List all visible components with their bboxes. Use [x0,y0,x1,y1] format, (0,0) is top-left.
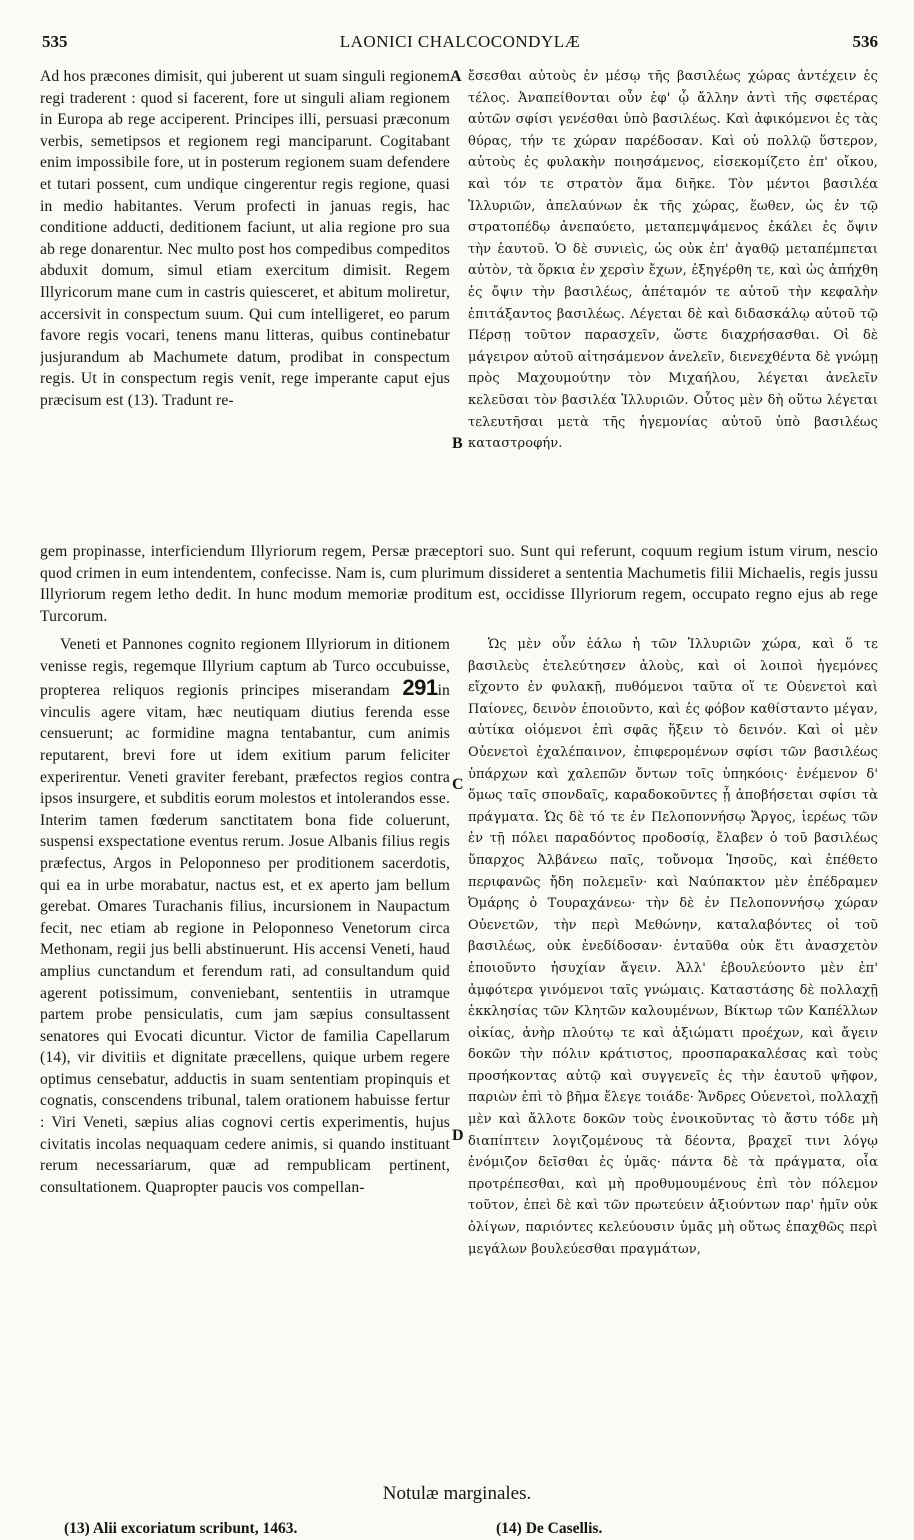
page-number-right: 536 [852,32,878,51]
notulae-heading: Notulæ marginales. [382,1483,532,1504]
running-title: LAONICI CHALCOCONDYLÆ [339,32,581,51]
page-number-left: 535 [42,32,68,51]
latin-paragraph: Ad hos præcones dimisit, qui juberent ut suam singuli regionem regi traderent : quod si facerent, fore ut singuli aliam regionem in Europa ab rege acciperent. Principes illi, persuasi præconum verbis, semetipsos et regionem regi manciparunt. Cogitabant enim impossibile fore, ut in posterum regionem suam defendere et tutari possent, cum undique cingerentur regis regione, quasi in medio habitantes. Verum profecti in januas regis, hac conditione adducti, deditionem faciunt, ut alia regione pro sua ab rege donarentur. Nec multo post hos compedibus compeditos abduxit domum, simul etiam exercitum dimisit. Regem Illyricorum mane cum in castris quiesceret, et abitum moliretur, accersivit in conspectum suum. Qui cum intelligeret, eo parum favore regis vocari, tenens manu litteras, quibus continebatur jusjurandum ab Machumete datum, prodibat in conspectum regis. Ut in conspectum regis venit, rege imperante caput ejus præcisum est (13). Tradunt re- [40,68,450,409]
inline-page-number: 291 [402,675,438,701]
footnote-14: (14) De Casellis. [496,1520,603,1537]
running-head [42,32,878,58]
greek-paragraph: Ὡς μὲν οὖν ἑάλω ἡ τῶν Ἰλλυριῶν χώρα, καὶ ὅ τε βασιλεὺς ἐτελεύτησεν ἁλοὺς, καὶ οἱ λοιποὶ ἡγεμόνες εἴχοντο ἐν φυλακῇ, πυθόμενοι ταῦτα οἵ τε Οὐενετοὶ καὶ Παίονες, δεινὸν ἐποιοῦντο, καὶ ἐς φόβον καθίσταντο μέγαν, αὐτίκα οἰόμενοι ἐπὶ σφᾶς ἥξειν τὸ δεινόν. Καὶ οἱ μὲν Οὐενετοὶ ἐχαλέπαινον, ἐπιφερομένων σφίσι τῶν βασιλέως ὑπάρχων καὶ χαλεπῶν ὄντων τοῖς ὑπηκόοις· ἐνέμενον δ' ὅμως ταῖς σπονδαῖς, καραδοκοῦντες ᾗ ἀποβήσεται σφίσι τὰ πράγματα. Ὡς δὲ τό τε ἐν Πελοποννήσῳ Ἄργος, ἱερέως τῶν ἐν τῇ πόλει παραδόντος προδοσίᾳ, ἔλαβεν ὁ τοῦ βασιλέως ὕπαρχος Ἀλβάνεω παῖς, τοὔνομα Ἰησοῦς, καὶ ἐπέθετο περιφανῶς ἤδη πολεμεῖν· καὶ Ναύπακτον μὲν ἐπέδραμεν Ὀμάρης ὁ Τουραχάνεω· τὴν δὲ ἐν Πελοποννήσῳ χώραν Οὐενετῶν, τὴν περὶ Μεθώνην, καταλαβόντες οἱ τοῦ βασιλέως, οὐκ ἐνεδίδοσαν· ἐνταῦθα οὐκ ἔτι ἀνασχετὸν ἐποιοῦντο ἡσυχίαν ἄγειν. Ἀλλ' ἐβουλεύοντο μὲν ἐπ' ἀμφότερα γινόμενοι ταῖς γνώμαις. Καταστάσης δὲ πολλαχῇ ἐκκλησίας τῶν Κλητῶν καλουμένων, Βίκτωρ τῶν Καπέλλων οἰκίας, ἀνὴρ πλούτῳ τε καὶ ἀξιώματι προέχων, καὶ ἄγειν δοκῶν τὴν πόλιν κράτιστος, προσπαρακαλέσας καὶ τοὺς προσήκοντας αὐτῷ καὶ συγγενεῖς ἐς τὴν ἑαυτοῦ ψῆφον, παριὼν ἐπὶ τὸ βῆμα ἔλεγε τοιάδε· Ἄνδρες Οὐενετοὶ, πολλαχῇ μὲν καὶ ἄλλοτε δοκῶν τοὺς ἐνοικοῦντας τὸ ἄστυ τόδε μὴ διαπίπτειν λογιζομένους τὰ δέοντα, βραχεῖ τινι λόγῳ ἐνόμιζον δεῖσθαι ἐς ὑμᾶς· πάντα δὲ τὰ πράγματα, οἷα προτρέπεσθαι, καὶ μὴ προθυμουμένους ἐπὶ τὸν πόλεμον τοῦτον, ἐπεὶ δὲ καὶ τῶν πρωτεύειν ἀξιούντων παρ' ἡμῖν οὐκ ὀλίγων, παριόντες κελεύουσιν ὑμᾶς μὴ οὕτως ἐπαχθῶς περὶ μεγάλων βουλεύεσθαι πραγμάτων, [468,637,878,1257]
section-marker-c: C [452,776,464,793]
greek-paragraph: ἔσεσθαι αὐτοὺς ἐν μέσῳ τῆς βασιλέως χώρας ἀντέχειν ἐς τέλος. Ἀναπείθονται οὖν ἐφ' ᾧ ἄλλην ἀντὶ τῆς σφετέρας αὐτῶν σφίσι γενέσθαι ὑπὸ βασιλέως. Καὶ ἀφικόμενοι ἐς τὰς θύρας, τήν τε χώραν παρέδοσαν. Καὶ οὐ πολλῷ ὕστερον, αὐτοὺς ἐς φυλακὴν ποιησάμενος, εἰσεκομίζετο ἐπ' οἴκου, καὶ τόν τε στρατὸν ἅμα διῆκε. Τὸν μέντοι βασιλέα Ἰλλυριῶν, ἀπελαύνων ἐκ τῆς χώρας, ἕωθεν, ὡς ἐν τῷ στρατοπέδῳ ἀνεπαύετο, μεταπεμψάμενος ἐκάλει ἐς ὄψιν τὴν ἑαυτοῦ. Ὁ δὲ συνιεὶς, ὡς οὐκ ἐπ' ἀγαθῷ μεταπέμπεται αὐτὸν, τὰ ὅρκια ἐν χερσὶν ἔχων, ἐξηγέρθη τε, καὶ ὡς ἀπήχθη ἐς ὄψιν τὴν βασιλέως, ἀπέταμόν τε αὐτοῦ τὴν κεφαλὴν ἐπιτάξαντος βασιλέως. Λέγεται δὲ καὶ διδασκάλῳ αὐτοῦ τῷ Πέρσῃ τοῦτον παρασχεῖν, ὥστε διαχρήσασθαι. Οἱ δὲ μάγειρον αὐτοῦ αἰτησάμενον ἀνελεῖν, διενεχθέντα δὲ γνώμῃ πρὸς Μαχουμούτην τὸν Μιχαήλου, λέγεται ἀνελεῖν κελεῦσαι τὸν βασιλέα Ἰλλυριῶν. Οὗτος μὲν δὴ οὕτω λέγεται τελευτῆσαι μετὰ τῆς ἡγεμονίας αὐτοῦ ὑπὸ βασιλέως καταστροφήν. [468,69,878,452]
latin-column-upper [40,66,450,536]
latin-text: Veneti et Pannones cognito regionem Illyriorum in ditionem venisse regis, regemque Illyrium captum ab Turco occubuisse, propterea reliquos regionis principes miserandam [40,636,450,700]
latin-column-lower [40,634,450,1494]
section-marker-a: A [450,68,462,85]
greek-column-lower [468,634,878,1494]
section-marker-b: B [452,435,463,452]
latin-paragraph [40,634,450,1198]
section-marker-d: D [452,1127,464,1144]
latin-text: in vinculis agere vitam, hæc neutiquam diutius ferenda esse censuerunt; ac formidine magna tentabantur, cum animis reputarent, brevi fore ut idem exitium parum feliciter experirentur. Veneti graviter ferebant, præfectos regios contra ipsos insurgere, et subditis eorum molestos et intolerandos esse. Interim tamen fœderum sanctitatem bona fide coluerunt, suspensi exspectatione eventus rerum. Josue Albanis filius regis præfectus, Argos in Peloponneso per proditionem sacerdotis, qui ea in urbe morabatur, nactus est, et ex aperto jam bellum gerebat. Omares Turachanis filius, incursionem in Naupactum fecit, nec etiam ab regione in Peloponneso Venetorum circa Methonam, regii jus belli abstinuerunt. His accensi Veneti, haud amplius cunctandum et ferendum rati, ad consultandum quid agerent potissimum, conveniebant, sententiis in utramque partem probe pensiculatis, cum jam sæpius consultassent senatores qui Evocati dicuntur. Victor de familia Capellarum (14), vir divitiis et dignitate præcellens, quique urbem regere optimus censebatur, adductis in suam sententiam propinquis et cognatis, conscendens tribunal, talem orationem habuisse fertur : Viri Veneti, sæpius alias cognovi certis experimentis, hujus civitatis incolas nequaquam cedere animis, si quando instituant rerum necessariarum, quæ ad rempublicam pertinent, consultationem. Quapropter paucis vos compellan- [40,682,450,1196]
latin-paragraph: gem propinasse, interficiendum Illyriorum regem, Persæ præceptori suo. Sunt qui referunt, coquum regium istum virum, nescio quod crimen in eum intendentem, confecisse. Nam is, cum plurimum dissideret a sententia Machumetis filii Michaelis, regis jussu Illyriorum regem letho dedit. In hunc modum memoriæ proditum est, occidisse Illyriorum regem, occupato regno ejus ab rege Turcorum. [40,543,878,625]
latin-full-width-passage [40,541,878,631]
footnote-13: (13) Alii excoriatum scribunt, 1463. [64,1520,298,1537]
greek-column-upper [468,66,878,536]
